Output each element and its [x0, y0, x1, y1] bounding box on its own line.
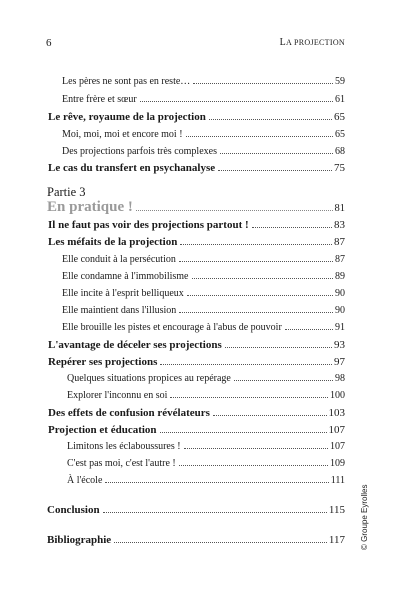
toc-chapter-page: 103: [328, 407, 345, 419]
dot-leader: [252, 227, 332, 228]
toc-entry-page: 100: [330, 390, 345, 401]
dot-leader: [193, 83, 333, 84]
toc-chapter-page: 65: [334, 111, 345, 123]
toc-chapter-title: Le rêve, royaume de la projection: [48, 111, 206, 123]
toc-chapter-title: Projection et éducation: [48, 424, 157, 436]
page-number: 6: [46, 37, 52, 49]
toc-entry-page: 90: [335, 288, 345, 299]
dot-leader: [187, 295, 333, 296]
dot-leader: [184, 448, 328, 449]
toc-chapter-page: 107: [328, 424, 345, 436]
toc-entry: [62, 94, 345, 105]
dot-leader: [179, 312, 333, 313]
dot-leader: [213, 415, 327, 416]
dot-leader: [160, 432, 327, 433]
dot-leader: [179, 465, 328, 466]
part-title-page: 81: [334, 203, 345, 214]
dot-leader: [225, 347, 332, 348]
toc-chapter-title: Repérer ses projections: [48, 356, 158, 368]
toc-entry-title: Limitons les éclaboussures !: [67, 441, 181, 452]
toc-entry-page: 65: [335, 129, 345, 140]
toc-entry-title: Les pères ne sont pas en reste…: [62, 76, 191, 87]
dot-leader: [209, 119, 332, 120]
toc-chapter: [48, 339, 345, 351]
dot-leader: [114, 542, 327, 543]
toc-entry-title: Explorer l'inconnu en soi: [67, 390, 168, 401]
toc-entry-page: 111: [330, 475, 345, 486]
toc-entry: [67, 475, 345, 486]
dot-leader: [170, 397, 328, 398]
dot-leader: [105, 482, 328, 483]
part-title: En pratique !: [47, 199, 133, 215]
toc-back-matter: [47, 504, 345, 516]
toc-entry-page: 89: [335, 271, 345, 282]
dot-leader: [218, 170, 332, 171]
toc-back-title: Conclusion: [47, 504, 100, 516]
toc-entry: [62, 254, 345, 265]
toc-chapter: [48, 111, 345, 123]
toc-chapter-title: Les méfaits de la projection: [48, 236, 178, 248]
part-title-entry: [47, 199, 345, 216]
toc-chapter-title: L'avantage de déceler ses projections: [48, 339, 222, 351]
toc-entry-page: 90: [335, 305, 345, 316]
toc-entry: [62, 76, 345, 87]
toc-entry-page: 107: [330, 441, 345, 452]
toc-back-page: 117: [328, 534, 345, 546]
dot-leader: [179, 261, 333, 262]
running-title-smallcaps: A PROJECTION: [286, 38, 345, 47]
toc-back-page: 115: [328, 504, 345, 516]
toc-entry-page: 91: [335, 322, 345, 333]
toc-entry: [62, 271, 345, 282]
toc-chapter-title: Des effets de confusion révélateurs: [48, 407, 210, 419]
toc-back-matter: [47, 534, 345, 546]
dot-leader: [180, 244, 332, 245]
toc-entry-title: Entre frère et sœur: [62, 94, 137, 105]
toc-entry-title: Moi, moi, moi et encore moi !: [62, 129, 183, 140]
toc-entry-title: Elle conduit à la persécution: [62, 254, 176, 265]
dot-leader: [136, 210, 333, 211]
toc-entry-title: Des projections parfois très complexes: [62, 146, 217, 157]
toc-back-title: Bibliographie: [47, 534, 112, 546]
toc-entry: [67, 390, 345, 401]
toc-chapter-title: Le cas du transfert en psychanalyse: [48, 162, 216, 174]
dot-leader: [140, 101, 333, 102]
toc-entry-page: 109: [330, 458, 345, 469]
toc-chapter: [48, 424, 345, 436]
toc-entry: [67, 373, 345, 384]
copyright-notice: © Groupe Eyrolles: [360, 484, 369, 550]
part-label: Partie 3: [47, 185, 86, 199]
toc-entry: [62, 146, 345, 157]
dot-leader: [186, 136, 333, 137]
toc-entry-page: 68: [335, 146, 345, 157]
dot-leader: [220, 153, 333, 154]
toc-entry-page: 59: [335, 76, 345, 87]
toc-chapter: [48, 236, 345, 248]
toc-chapter: [48, 162, 345, 174]
dot-leader: [103, 512, 327, 513]
toc-entry: [62, 322, 345, 333]
toc-chapter-page: 97: [334, 356, 345, 368]
toc-entry-title: À l'école: [67, 475, 103, 486]
toc-chapter: [48, 407, 345, 419]
toc-chapter-page: 83: [334, 219, 345, 231]
dot-leader: [192, 278, 334, 279]
toc-entry: [62, 129, 345, 140]
dot-leader: [285, 329, 333, 330]
toc-chapter: [48, 219, 345, 231]
toc-entry-page: 61: [335, 94, 345, 105]
dot-leader: [160, 364, 332, 365]
toc-entry-title: Quelques situations propices au repérage: [67, 373, 231, 384]
toc-entry-title: Elle incite à l'esprit belliqueux: [62, 288, 184, 299]
toc-entry: [62, 288, 345, 299]
toc-chapter-page: 93: [334, 339, 345, 351]
toc-entry: [62, 305, 345, 316]
toc-entry-title: Elle brouille les pistes et encourage à l'abus de pouvoir: [62, 322, 282, 333]
dot-leader: [234, 380, 333, 381]
running-title-initial: L: [279, 37, 287, 48]
toc-entry-title: Elle maintient dans l'illusion: [62, 305, 177, 316]
toc-chapter-page: 75: [334, 162, 345, 174]
toc-entry-page: 87: [335, 254, 345, 265]
toc-chapter: [48, 356, 345, 368]
toc-chapter-title: Il ne faut pas voir des projections partout !: [48, 219, 249, 231]
toc-entry-title: Elle condamne à l'immobilisme: [62, 271, 189, 282]
toc-entry: [67, 441, 345, 452]
toc-entry-title: C'est pas moi, c'est l'autre !: [67, 458, 176, 469]
toc-entry: [67, 458, 345, 469]
toc-entry-page: 98: [335, 373, 345, 384]
toc-chapter-page: 87: [334, 236, 345, 248]
